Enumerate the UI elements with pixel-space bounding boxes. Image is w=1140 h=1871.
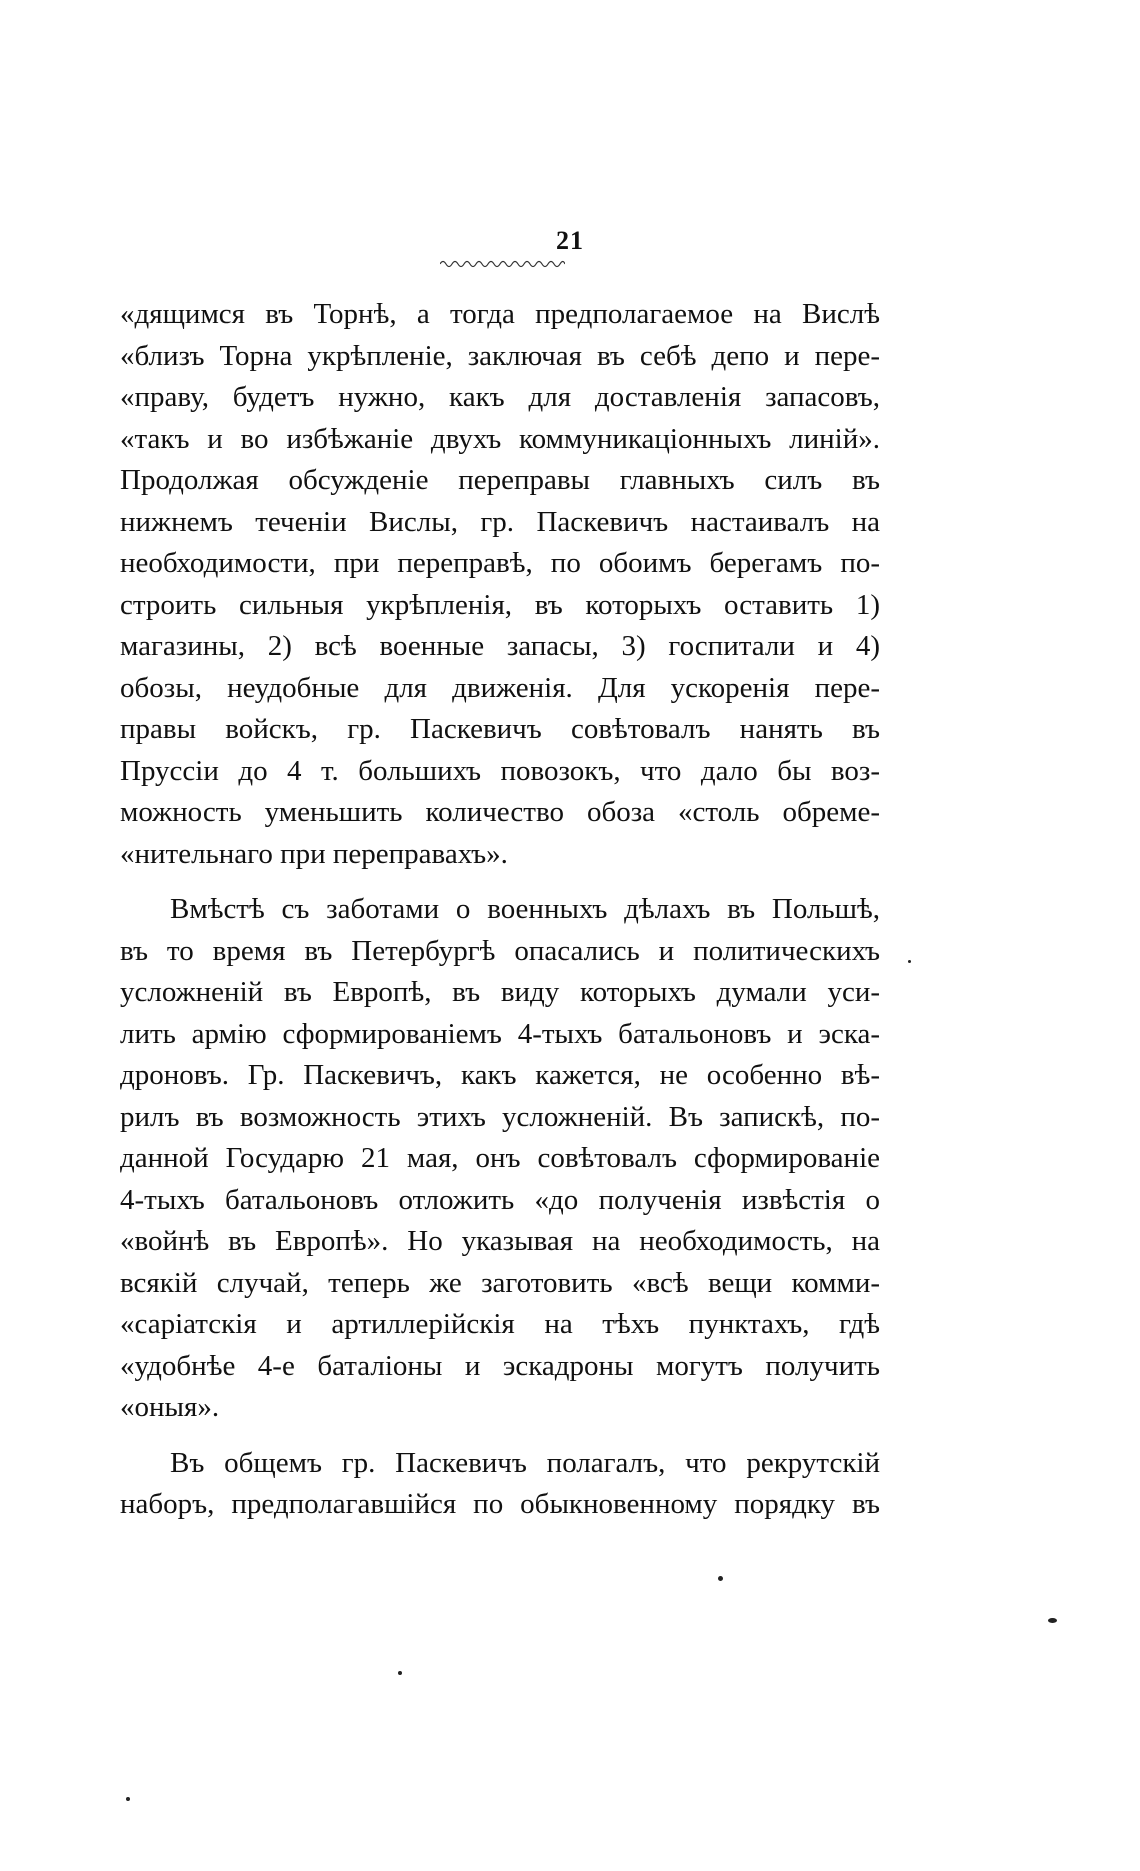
paragraph-1 bbox=[120, 294, 880, 875]
text-line: «войнѣ въ Европѣ». Но указывая на необходимость, на bbox=[120, 1225, 880, 1257]
text-line: «саріатскія и артиллерійскія на тѣхъ пунктахъ, гдѣ bbox=[120, 1308, 880, 1340]
text-line: 4-тыхъ батальоновъ отложить «до полученія извѣстія о bbox=[120, 1183, 880, 1216]
text-line: Въ общемъ гр. Паскевичъ полагалъ, что рекрутскій bbox=[170, 1446, 880, 1479]
text-line: можность уменьшить количество обоза «столь обреме- bbox=[120, 796, 880, 828]
text-line: данной Государю 21 мая, онъ совѣтовалъ сформированіе bbox=[120, 1142, 880, 1174]
text-line: Вмѣстѣ съ заботами о военныхъ дѣлахъ въ Польшѣ, bbox=[170, 893, 880, 925]
text-line: «дящимся въ Торнѣ, а тогда предполагаемое на Вислѣ bbox=[120, 298, 880, 330]
text-line: въ то время въ Петербургѣ опасались и политическихъ bbox=[120, 934, 880, 967]
paragraph-3 bbox=[120, 1443, 880, 1526]
page-number: 21 bbox=[556, 226, 584, 255]
text-line: обозы, неудобные для движенія. Для ускоренія пере- bbox=[120, 671, 880, 704]
paragraph-2 bbox=[120, 889, 880, 1429]
text-line: «оныя». bbox=[120, 1391, 220, 1423]
text-line: всякій случай, теперь же заготовить «всѣ вещи комми- bbox=[120, 1266, 880, 1299]
text-line: Пруссіи до 4 т. большихъ повозокъ, что дало бы воз- bbox=[120, 754, 880, 787]
text-line: Продолжая обсужденіе переправы главныхъ силъ въ bbox=[120, 464, 880, 496]
text-line: «праву, будетъ нужно, какъ для доставленія запасовъ, bbox=[120, 381, 880, 413]
text-line: нижнемъ теченіи Вислы, гр. Паскевичъ настаивалъ на bbox=[120, 505, 880, 538]
scan-speck bbox=[718, 1576, 723, 1581]
text-line: рилъ въ возможность этихъ усложненій. Въ запискѣ, по- bbox=[120, 1100, 880, 1133]
text-line: «такъ и во избѣжаніе двухъ коммуникаціонныхъ линій». bbox=[120, 422, 880, 455]
text-line: магазины, 2) всѣ военные запасы, 3) госпитали и 4) bbox=[120, 630, 880, 662]
text-line: необходимости, при переправѣ, по обоимъ берегамъ по- bbox=[120, 547, 880, 579]
scan-speck bbox=[398, 1671, 402, 1675]
text-line: «нительнаго при переправахъ». bbox=[120, 837, 508, 870]
text-line: правы войскъ, гр. Паскевичъ совѣтовалъ нанять въ bbox=[120, 713, 880, 745]
wavy-rule-ornament bbox=[440, 258, 565, 268]
text-line: усложненій въ Европѣ, въ виду которыхъ думали уси- bbox=[120, 976, 880, 1008]
text-line: наборъ, предполагавшійся по обыкновенному порядку въ bbox=[120, 1488, 880, 1520]
body-text bbox=[120, 294, 880, 1526]
text-line: дроновъ. Гр. Паскевичъ, какъ кажется, не особенно вѣ- bbox=[120, 1059, 880, 1091]
text-line: «близъ Торна укрѣпленіе, заключая въ себѣ депо и пере- bbox=[120, 339, 880, 372]
text-line: лить армію сформированіемъ 4-тыхъ батальоновъ и эска- bbox=[120, 1017, 880, 1050]
scan-speck bbox=[1048, 1618, 1057, 1623]
text-line: «удобнѣе 4-е баталіоны и эскадроны могутъ получить bbox=[120, 1349, 880, 1382]
text-line: строить сильныя укрѣпленія, въ которыхъ оставить 1) bbox=[120, 588, 880, 621]
scan-speck bbox=[908, 960, 911, 963]
scan-speck bbox=[126, 1797, 130, 1801]
